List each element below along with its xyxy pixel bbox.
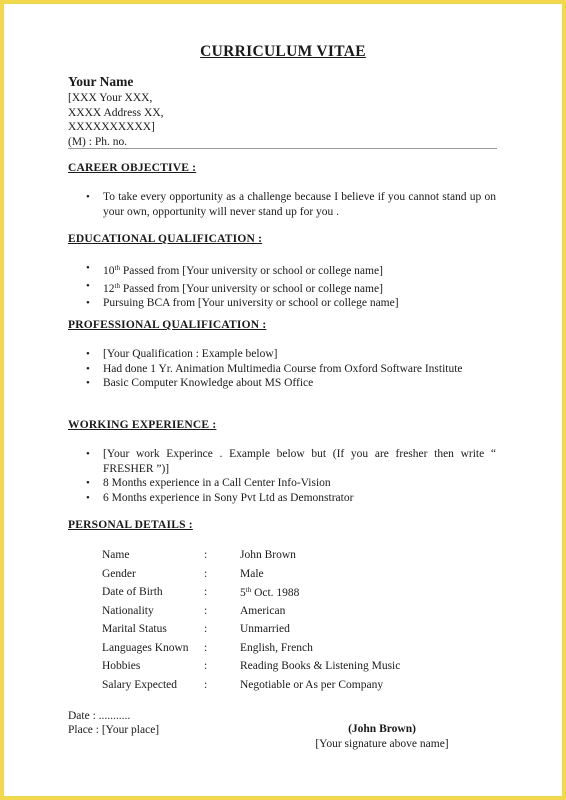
page-title: CURRICULUM VITAE (200, 43, 366, 60)
list-item: • 10th Passed from [Your university or school or college name] (82, 261, 496, 279)
signature-note: [Your signature above name] (315, 738, 449, 750)
address-line: [XXX Your XXX, (68, 92, 153, 104)
detail-label: Marital Status (102, 623, 167, 636)
detail-row-hobbies (102, 657, 400, 676)
detail-label: Languages Known (102, 641, 189, 654)
detail-row-nationality (102, 602, 400, 621)
education-heading: EDUCATIONAL QUALIFICATION : (68, 233, 263, 245)
detail-separator: : (204, 641, 208, 654)
professional-list (82, 347, 496, 391)
address-line: XXXXXXXXXX] (68, 121, 155, 133)
detail-row-gender (102, 565, 400, 584)
list-item: • Basic Computer Knowledge about MS Office (82, 376, 496, 391)
personal-details-table (102, 546, 400, 694)
detail-label: Hobbies (102, 660, 141, 673)
detail-value: American (240, 604, 286, 617)
list-item: • [Your Qualification : Example below] (82, 347, 496, 362)
detail-row-languages (102, 639, 400, 658)
detail-separator: : (204, 586, 208, 599)
detail-row-dob (102, 583, 400, 602)
address-block (68, 91, 164, 149)
experience-heading: WORKING EXPERIENCE : (68, 419, 217, 431)
education-list (82, 261, 496, 311)
detail-separator: : (204, 623, 208, 636)
professional-heading: PROFESSIONAL QUALIFICATION : (68, 319, 267, 331)
detail-value: 5th Oct. 1988 (240, 585, 300, 599)
header-divider (68, 148, 497, 149)
career-objective-heading: CAREER OBJECTIVE : (68, 162, 197, 174)
list-item: • To take every opportunity as a challenge because I believe if you cannot stand up on your own, opportunity will never stand up for you . (82, 190, 496, 219)
personal-details-heading: PERSONAL DETAILS : (68, 519, 193, 531)
detail-label: Nationality (102, 604, 154, 617)
applicant-name: Your Name (68, 74, 134, 89)
list-item: • 8 Months experience in a Call Center Info-Vision (82, 476, 496, 491)
detail-separator: : (204, 660, 208, 673)
signature-name: (John Brown) (348, 723, 416, 735)
list-item: • Had done 1 Yr. Animation Multimedia Course from Oxford Software Institute (82, 362, 496, 377)
detail-separator: : (204, 604, 208, 617)
list-item: • 12th Passed from [Your university or school or college name] (82, 279, 496, 297)
phone-line: (M) : Ph. no. (68, 135, 128, 148)
detail-label: Name (102, 549, 130, 562)
career-objective-list (82, 190, 496, 219)
detail-row-salary (102, 676, 400, 695)
address-line: XXXX Address XX, (68, 106, 164, 119)
detail-row-marital-status (102, 620, 400, 639)
detail-row-name (102, 546, 400, 565)
detail-label: Gender (102, 567, 136, 580)
place-line: Place : [Your place] (68, 724, 160, 736)
detail-value: John Brown (240, 549, 296, 562)
detail-separator: : (204, 678, 208, 691)
detail-separator: : (204, 549, 208, 562)
date-line: Date : ........... (68, 710, 131, 722)
detail-value: Negotiable or As per Company (240, 678, 384, 691)
detail-label: Salary Expected (102, 678, 178, 691)
detail-separator: : (204, 567, 208, 580)
detail-value: Male (240, 567, 264, 580)
list-item: • Pursuing BCA from [Your university or school or college name] (82, 296, 496, 311)
list-item: • 6 Months experience in Sony Pvt Ltd as Demonstrator (82, 491, 496, 506)
detail-value: Reading Books & Listening Music (240, 660, 401, 673)
list-item: • [Your work Experince . Example below but (If you are fresher then write “ FRESHER ”)] (82, 447, 496, 476)
detail-value: English, French (240, 641, 313, 654)
detail-value: Unmarried (240, 623, 290, 636)
detail-label: Date of Birth (102, 586, 163, 599)
experience-list (82, 447, 496, 505)
